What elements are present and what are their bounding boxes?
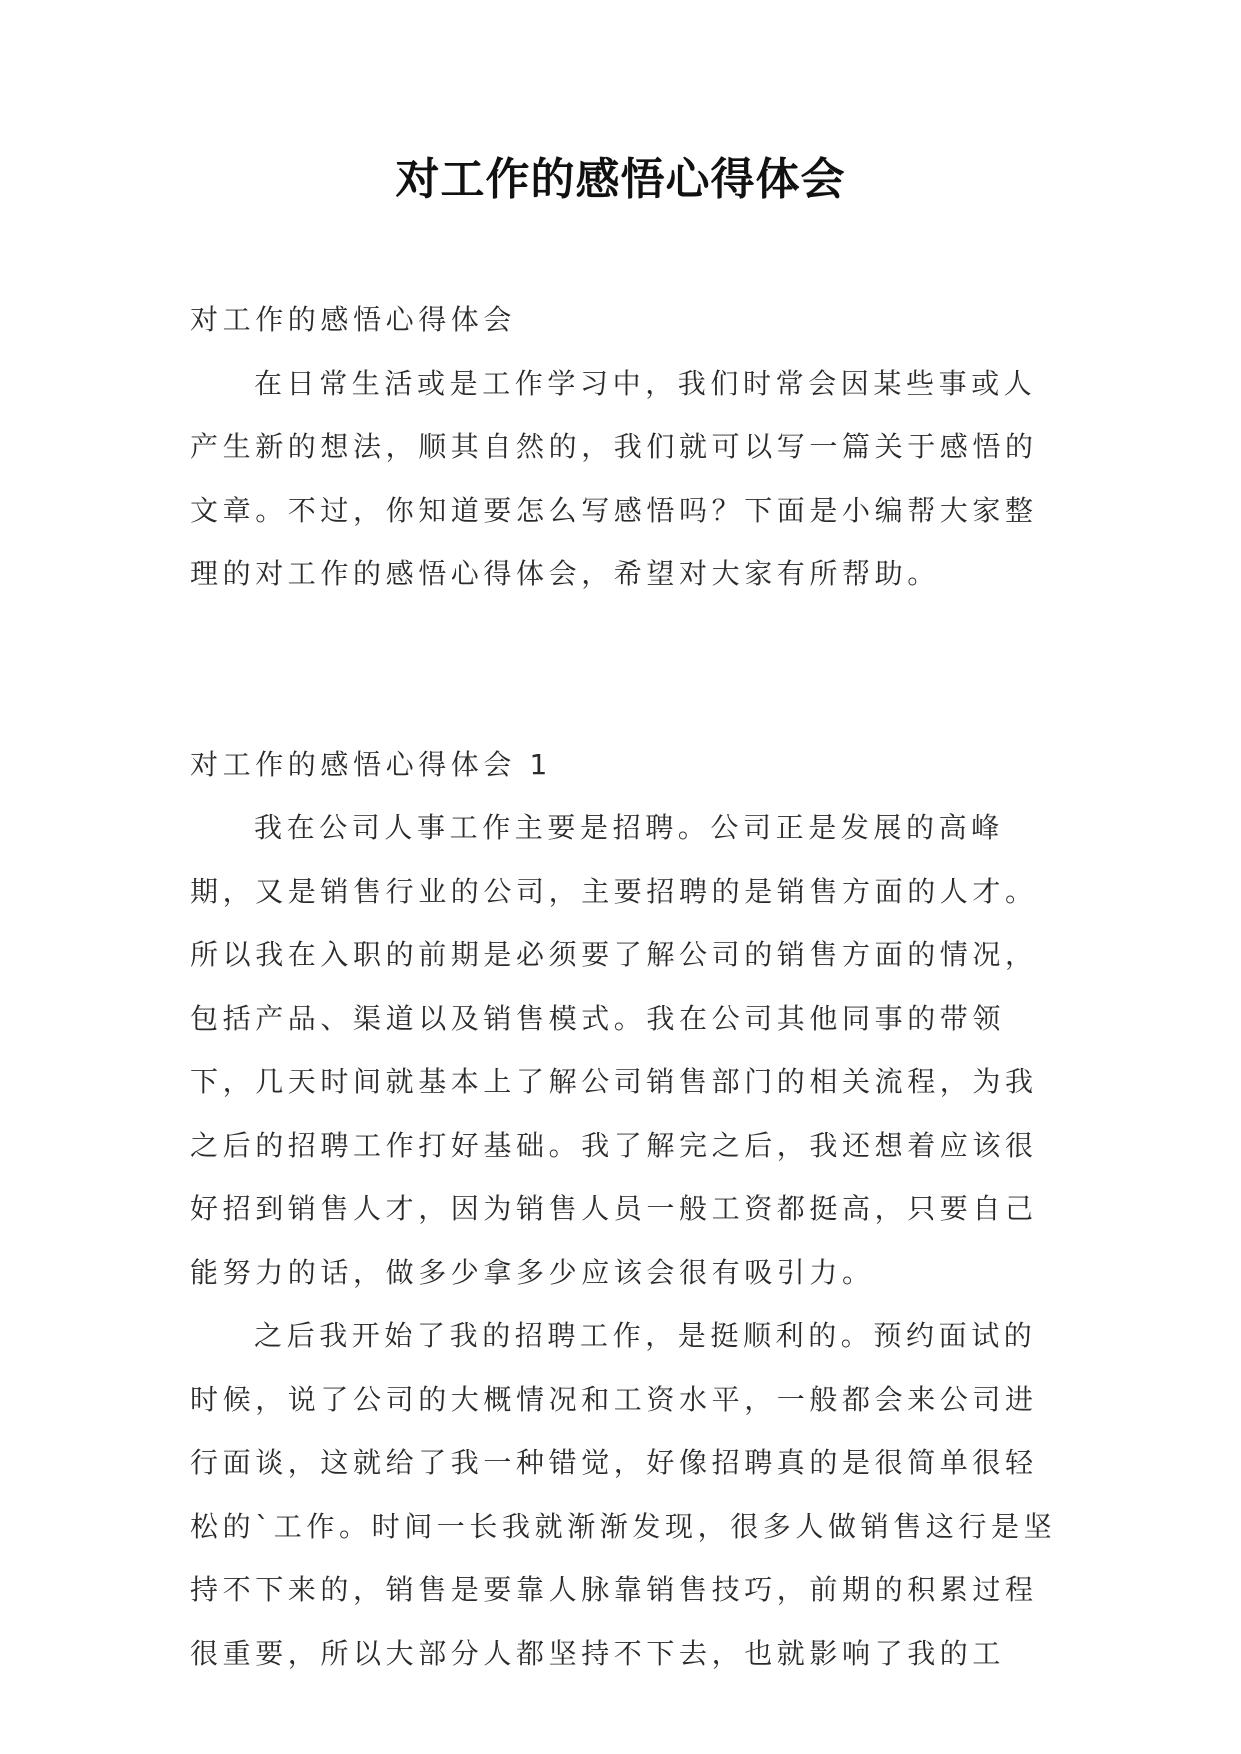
document-title: 对工作的感悟心得体会 bbox=[395, 154, 846, 205]
intro-heading: 对工作的感悟心得体会 bbox=[190, 303, 517, 336]
intro-paragraph: 在日常生活或是工作学习中，我们时常会因某些事或人产生新的想法，顺其自然的，我们就可以写一篇关于感悟的文章。不过，你知道要怎么写感悟吗？下面是小编帮大家整理的对工作的感悟心得体会，希望对大家有所帮助。 bbox=[190, 366, 1038, 590]
document-body bbox=[190, 288, 1060, 1685]
section-paragraph: 之后我开始了我的招聘工作，是挺顺利的。预约面试的时候，说了公司的大概情况和工资水平，一般都会来公司进行面谈，这就给了我一种错觉，好像招聘真的是很简单很轻松的`工作。时间一长我就渐渐发现，很多人做销售这行是坚持不下来的，销售是要靠人脉靠销售技巧，前期的积累过程很重要，所以大部分人都坚持不下去，也就影响了我的工 bbox=[190, 1319, 1057, 1670]
section-paragraph: 我在公司人事工作主要是招聘。公司正是发展的高峰期，又是销售行业的公司，主要招聘的是销售方面的人才。所以我在入职的前期是必须要了解公司的销售方面的情况，包括产品、渠道以及销售模式。我在公司其他同事的带领下，几天时间就基本上了解公司销售部门的相关流程，为我之后的招聘工作打好基础。我了解完之后，我还想着应该很好招到销售人才，因为销售人员一般工资都挺高，只要自己能努力的话，做多少拿多少应该会很有吸引力。 bbox=[190, 811, 1038, 1289]
section-heading: 对工作的感悟心得体会 1 bbox=[190, 747, 552, 781]
section-spacer bbox=[190, 606, 1060, 733]
